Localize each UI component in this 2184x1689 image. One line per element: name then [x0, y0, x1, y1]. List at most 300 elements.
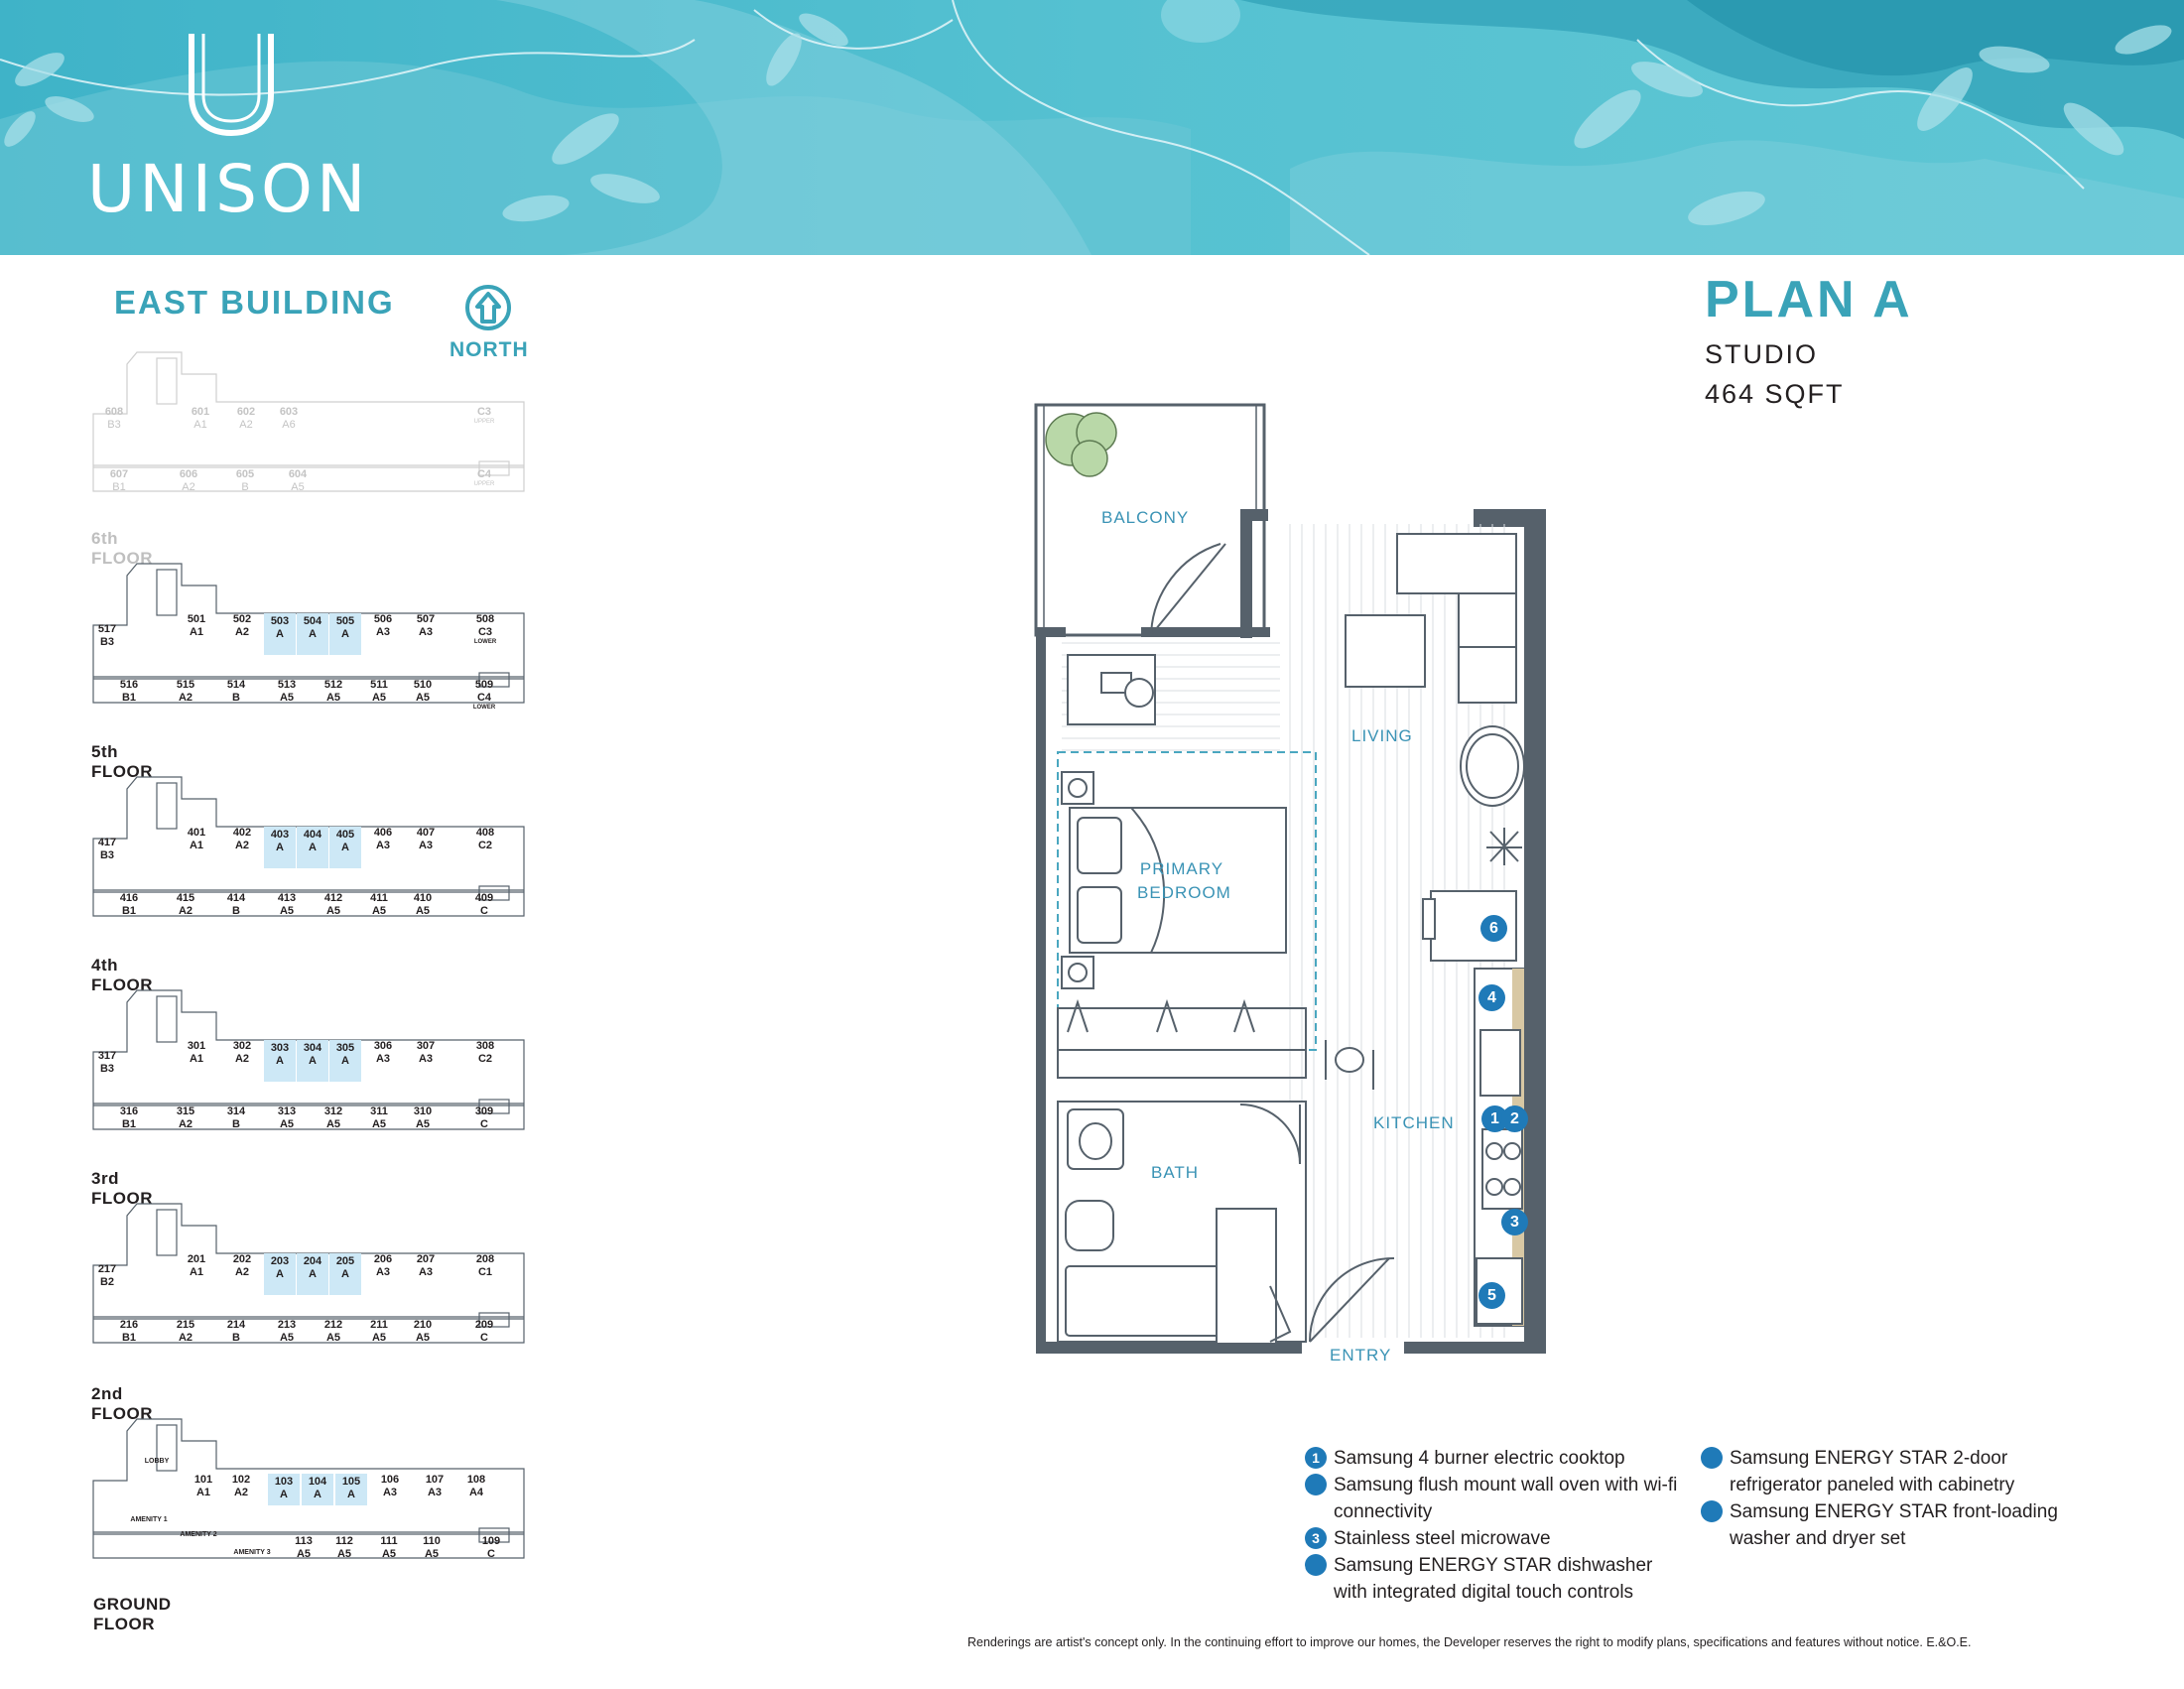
keyplan-unit-type: A5	[296, 1548, 312, 1560]
plan-type: STUDIO	[1705, 339, 1819, 369]
keyplan-unit-type: A2	[233, 1487, 249, 1498]
plan-title: PLAN A	[1705, 271, 1913, 328]
keyplan-unit	[329, 613, 361, 655]
keyplan-unit-number: 503	[270, 615, 290, 627]
keyplan-unit	[446, 679, 523, 718]
keyplan-unit	[94, 468, 144, 498]
keyplan-unit-type: C	[487, 1548, 495, 1560]
keyplan-unit	[297, 827, 328, 868]
keyplan-unit	[222, 1546, 282, 1576]
keyplan-unit	[208, 1319, 264, 1359]
keyplan-unit-type: A1	[195, 1487, 211, 1498]
feature-text: Samsung ENERGY STAR front-loading washer and dryer set	[1730, 1501, 2058, 1549]
feature-text: Samsung ENERGY STAR dishwasher with integrated digital touch controls	[1334, 1555, 1653, 1603]
keyplan-unit-type: B	[232, 1332, 240, 1344]
room-label-kitchen: KITCHEN	[1373, 1113, 1455, 1132]
keyplan-unit-number: 307	[416, 1040, 436, 1052]
keyplan-unit-type: C3	[477, 626, 493, 638]
keyplan-unit-type: A2	[239, 419, 253, 431]
keyplan-unit-number: 305	[335, 1042, 355, 1054]
keyplan-unit	[406, 827, 446, 866]
keyplan-unit	[358, 892, 400, 932]
keyplan-unit-number: 608	[104, 406, 124, 418]
keyplan-unit-type: A1	[189, 840, 204, 851]
keyplan-unit-number: 511	[370, 679, 388, 691]
keyplan-unit	[87, 837, 127, 876]
keyplan-unit-type: A	[341, 842, 349, 853]
keyplan-unit-type: C	[480, 905, 488, 917]
keyplan-unit	[358, 1105, 400, 1145]
keyplan-unit-number: 201	[187, 1253, 206, 1265]
keyplan-unit	[311, 892, 356, 932]
keyplan-unit-type: B	[232, 1118, 240, 1130]
feature-item-2	[1297, 1472, 1687, 1525]
keyplan-unit-number: 211	[370, 1319, 388, 1331]
keyplan-unit	[402, 679, 444, 718]
keyplan-unit-type: B1	[121, 1118, 137, 1130]
keyplan-unit-number: 107	[425, 1474, 445, 1486]
feature-number-badge: 2	[1305, 1474, 1327, 1495]
keyplan-unit-type: A1	[189, 1266, 204, 1278]
keyplan-unit-number: 405	[335, 829, 355, 841]
keyplan-unit	[358, 1319, 400, 1359]
feature-item-4	[1297, 1552, 1687, 1606]
keyplan-unit	[220, 468, 270, 498]
keyplan-unit	[165, 679, 206, 718]
keyplan-unit-type: A1	[193, 419, 207, 431]
keyplan-unit-number: 417	[97, 837, 117, 848]
keyplan-unit	[402, 1319, 444, 1359]
keyplan-unit	[165, 1105, 206, 1145]
feature-text: Samsung 4 burner electric cooktop	[1334, 1448, 1625, 1469]
feature-number-badge: 5	[1701, 1447, 1723, 1469]
keyplan-unit	[169, 1528, 228, 1558]
keyplan-unit-number: 102	[231, 1474, 251, 1486]
keyplan-unit	[362, 1253, 404, 1293]
keyplan-unit-type: A5	[415, 1332, 431, 1344]
keyplan-unit-number: 205	[335, 1255, 355, 1267]
keyplan-unit-type: A6	[282, 419, 296, 431]
keyplan-unit-number: C3	[476, 406, 492, 418]
keyplan-unit-type: A	[309, 1268, 317, 1280]
keyplan-unit-number: 501	[187, 613, 206, 625]
keyplan-unit	[448, 1040, 523, 1080]
keyplan-unit-number: C4	[476, 468, 492, 480]
keyplan-unit	[335, 1474, 367, 1505]
keyplan-unit-type: C2	[477, 1053, 493, 1065]
keyplan-unit-number: 314	[226, 1105, 246, 1117]
keyplan-unit-number: LOBBY	[144, 1458, 170, 1465]
keyplan-unit-number: 308	[475, 1040, 495, 1052]
keyplan-floor-label: 5th FLOOR	[91, 742, 153, 781]
keyplan-unit-number: 512	[323, 679, 343, 691]
keyplan-unit	[222, 1040, 262, 1080]
keyplan-unit-number: 309	[474, 1105, 494, 1117]
keyplan-unit-type: A5	[415, 1118, 431, 1130]
keyplan-unit-type: B1	[121, 692, 137, 704]
keyplan-unit-number: 111	[380, 1535, 398, 1547]
keyplan-unit-number: 406	[373, 827, 393, 839]
room-label-bedroom: PRIMARY BEDROOM	[1137, 859, 1231, 902]
keyplan-unit-number: 313	[277, 1105, 297, 1117]
keyplan-unit-type: B	[232, 905, 240, 917]
keyplan-unit-type: A2	[234, 1053, 250, 1065]
keyplan-unit-type: C	[480, 1118, 488, 1130]
keyplan-unit	[402, 892, 444, 932]
keyplan-unit-note: LOWER	[473, 639, 497, 645]
keyplan-unit	[448, 613, 523, 653]
keyplan-unit	[464, 468, 504, 498]
keyplan-unit-type: A3	[375, 1053, 391, 1065]
keyplan-unit-number: 404	[303, 829, 322, 841]
keyplan-unit-number: 206	[373, 1253, 393, 1265]
keyplan-unit-type: A5	[424, 1548, 440, 1560]
keyplan-unit-number: 315	[176, 1105, 195, 1117]
keyplan-unit-type: A	[341, 1055, 349, 1067]
keyplan-unit-type: A2	[178, 905, 193, 917]
keyplan-unit-type: B3	[99, 849, 115, 861]
keyplan-unit-number: 510	[413, 679, 433, 691]
keyplan-unit	[223, 406, 269, 436]
keyplan-unit-number: 607	[109, 468, 129, 480]
keyplan-unit-number: 508	[475, 613, 495, 625]
feature-number-badge: 6	[1701, 1500, 1723, 1522]
keyplan-unit-number: 517	[97, 623, 117, 635]
keyplan-unit-number: 506	[373, 613, 393, 625]
keyplan-unit	[177, 1040, 216, 1080]
keyplan-unit-number: 202	[232, 1253, 252, 1265]
keyplan-unit	[165, 1319, 206, 1359]
keyplan-unit	[448, 827, 523, 866]
keyplan-unit-number: 504	[303, 615, 322, 627]
keyplan-unit-type: A	[347, 1489, 355, 1500]
keyplan-unit-type: A	[280, 1489, 288, 1500]
room-label-entry: ENTRY	[1330, 1346, 1392, 1364]
keyplan-unit-number: 301	[187, 1040, 206, 1052]
keyplan-unit-number: 409	[474, 892, 494, 904]
keyplan-unit-number: 514	[226, 679, 246, 691]
keyplan-unit	[446, 1319, 523, 1359]
keyplan-unit-type: B2	[99, 1276, 115, 1288]
keyplan-unit-number: 412	[323, 892, 343, 904]
keyplan-unit-type: A2	[234, 1266, 250, 1278]
keyplan-unit-number: AMENITY 3	[233, 1549, 271, 1556]
keyplan-unit-type: A	[314, 1489, 321, 1500]
keyplan-unit-type: A3	[418, 1266, 434, 1278]
keyplan-unit	[446, 1105, 523, 1145]
keyplan-unit	[179, 406, 222, 436]
keyplan-unit-type: A5	[325, 1118, 341, 1130]
keyplan-unit-type: A3	[418, 1053, 434, 1065]
keyplan-unit	[402, 1105, 444, 1145]
keyplan-unit-number: 207	[416, 1253, 436, 1265]
keyplan-unit-type: C4	[476, 692, 492, 704]
keyplan-unit	[297, 613, 328, 655]
unison-logo-mark	[184, 34, 279, 137]
keyplan-unit	[370, 1474, 410, 1503]
keyplan-unit-number: 603	[279, 406, 299, 418]
keyplan-unit-number: 104	[308, 1476, 327, 1488]
keyplan-unit-type: B3	[99, 636, 115, 648]
keyplan-unit-number: 216	[119, 1319, 139, 1331]
keyplan-unit	[406, 1253, 446, 1293]
keyplan-unit-number: 407	[416, 827, 436, 839]
keyplan-unit	[266, 406, 312, 436]
keyplan-unit-type: A5	[279, 1332, 295, 1344]
keyplan-unit	[448, 1253, 523, 1293]
keyplan-unit-type: A5	[325, 692, 341, 704]
keyplan-unit-number: AMENITY 2	[180, 1531, 217, 1538]
feature-text: Samsung ENERGY STAR 2-door refrigerator paneled with cabinetry	[1730, 1448, 2015, 1495]
keyplan-unit-type: A2	[234, 626, 250, 638]
keyplan-unit	[208, 679, 264, 718]
keyplan-unit	[222, 613, 262, 653]
keyplan-unit	[94, 406, 134, 436]
keyplan-unit	[87, 1263, 127, 1303]
keyplan-unit-type: B3	[99, 1063, 115, 1075]
plan-marker-6: 6	[1480, 915, 1507, 942]
keyplan-unit-number: 203	[270, 1255, 290, 1267]
keyplan-unit-number: 416	[119, 892, 139, 904]
plan-marker-4: 4	[1478, 984, 1505, 1011]
keyplan-unit	[94, 892, 164, 932]
feature-item-6	[1693, 1498, 2098, 1552]
keyplan-unit	[264, 613, 296, 655]
keyplan-unit-number: 410	[413, 892, 433, 904]
keyplan-unit-type: A2	[178, 692, 193, 704]
keyplan-unit-number: 414	[226, 892, 246, 904]
keyplan-unit-number: 105	[341, 1476, 361, 1488]
keyplan-floor-label: 4th FLOOR	[91, 956, 153, 994]
keyplan-unit	[415, 1474, 454, 1503]
keyplan-unit-type: A3	[427, 1487, 443, 1498]
keyplan-unit	[297, 1040, 328, 1082]
keyplan-unit	[222, 827, 262, 866]
keyplan-unit-number: 113	[295, 1535, 313, 1547]
keyplan-unit	[268, 1474, 300, 1505]
keyplan-unit-type: UPPER	[473, 481, 495, 487]
keyplan-unit	[94, 679, 164, 718]
keyplan-unit-number: 213	[277, 1319, 297, 1331]
keyplan-unit-type: A5	[371, 692, 387, 704]
keyplan-unit-type: A2	[178, 1118, 193, 1130]
keyplan-unit-type: A	[309, 842, 317, 853]
keyplan-unit-type: B	[241, 481, 249, 493]
keyplan-unit	[311, 1319, 356, 1359]
keyplan-unit-type: B3	[107, 419, 121, 431]
keyplan-unit	[224, 1474, 258, 1503]
keyplan-unit	[302, 1474, 333, 1505]
keyplan-unit-number: 310	[413, 1105, 433, 1117]
keyplan-unit-number: 304	[303, 1042, 322, 1054]
feature-number-badge: 4	[1305, 1554, 1327, 1576]
feature-item-5	[1693, 1445, 2098, 1498]
keyplan-unit-number: 415	[176, 892, 195, 904]
keyplan-unit-type: C2	[477, 840, 493, 851]
keyplan-unit	[164, 468, 213, 498]
keyplan-unit-number: 402	[232, 827, 252, 839]
keyplan-unit-type: B1	[121, 1332, 137, 1344]
features-column-1	[1297, 1445, 1687, 1606]
keyplan-unit-number: 106	[380, 1474, 400, 1486]
keyplan-unit-number: 401	[187, 827, 206, 839]
keyplan-unit-number: 317	[97, 1050, 117, 1062]
features-column-2	[1693, 1445, 2098, 1552]
keyplan-unit-number: 103	[274, 1476, 294, 1488]
feature-number-badge: 1	[1305, 1447, 1327, 1469]
keyplan-unit-number: 108	[466, 1474, 486, 1486]
room-label-balcony: BALCONY	[1101, 508, 1190, 527]
keyplan-unit	[177, 1253, 216, 1293]
keyplan-unit-type: A3	[418, 626, 434, 638]
keyplan-unit-type: A2	[182, 481, 195, 493]
keyplan-unit-number: 214	[226, 1319, 246, 1331]
building-title: EAST BUILDING	[114, 284, 395, 321]
keyplan-unit-type: A	[309, 1055, 317, 1067]
keyplan-unit	[266, 1105, 308, 1145]
keyplan-unit	[329, 1253, 361, 1295]
keyplan-unit-type: A3	[382, 1487, 398, 1498]
keyplan-unit-type: A5	[415, 692, 431, 704]
keyplan-unit-number: 606	[179, 468, 198, 480]
north-arrow-icon	[464, 284, 512, 331]
keyplan-unit-type: A	[309, 628, 317, 640]
keyplan-unit-number: 312	[323, 1105, 343, 1117]
keyplan-unit-number: 507	[416, 613, 436, 625]
keyplan-unit-number: 403	[270, 829, 290, 841]
feature-number-badge: 3	[1305, 1527, 1327, 1549]
keyplan-unit-number: 602	[236, 406, 256, 418]
feature-text: Samsung flush mount wall oven with wi-fi connectivity	[1334, 1475, 1678, 1522]
keyplan-unit-number: 101	[193, 1474, 213, 1486]
keyplan-unit	[177, 613, 216, 653]
keyplan-unit-number: 215	[176, 1319, 195, 1331]
keyplan-unit-type: C1	[477, 1266, 493, 1278]
keyplan-unit	[368, 1535, 410, 1565]
keyplan-unit	[446, 892, 523, 932]
keyplan-unit	[87, 623, 127, 663]
keyplan-unit	[264, 827, 296, 868]
keyplan-unit-number: 110	[423, 1535, 441, 1547]
keyplan-unit-type: A5	[279, 692, 295, 704]
keyplan-unit-type: A5	[371, 1332, 387, 1344]
keyplan-unit-number: 109	[481, 1535, 501, 1547]
keyplan-unit-type: A	[276, 628, 284, 640]
keyplan-unit	[87, 1050, 127, 1090]
keyplan-unit	[362, 1040, 404, 1080]
keyplan-unit-type: A	[276, 1268, 284, 1280]
north-label: NORTH	[450, 338, 529, 361]
keyplan-unit	[208, 1105, 264, 1145]
keyplan-floor-label: 2nd FLOOR	[91, 1384, 153, 1423]
feature-item-1	[1305, 1445, 1687, 1472]
keyplan-unit-type: A3	[375, 1266, 391, 1278]
keyplan-unit	[464, 406, 504, 436]
keyplan-unit	[323, 1535, 365, 1565]
keyplan-unit-type: A3	[375, 626, 391, 638]
feature-item-3	[1305, 1525, 1687, 1552]
brand-name: UNISON	[87, 151, 370, 227]
keyplan-unit-type: A5	[325, 1332, 341, 1344]
feature-text: Stainless steel microwave	[1334, 1528, 1551, 1549]
keyplan-unit	[311, 1105, 356, 1145]
room-label-living: LIVING	[1351, 726, 1413, 745]
plan-marker-1: 1	[1481, 1105, 1508, 1132]
keyplan-unit-number: 302	[232, 1040, 252, 1052]
keyplan-unit-number: AMENITY 1	[130, 1516, 168, 1523]
keyplan-unit-number: 604	[288, 468, 308, 480]
plan-marker-5: 5	[1478, 1282, 1505, 1309]
keyplan-unit-number: 204	[303, 1255, 322, 1267]
keyplan-unit-type: B	[232, 692, 240, 704]
keyplan-unit-type: A5	[336, 1548, 352, 1560]
keyplan-unit-number: 513	[277, 679, 297, 691]
keyplan-unit-number: 502	[232, 613, 252, 625]
keyplan-unit	[165, 892, 206, 932]
keyplan-unit	[411, 1535, 452, 1565]
keyplan-unit	[222, 1253, 262, 1293]
keyplan-unit-type: A3	[375, 840, 391, 851]
keyplan-unit-type: A1	[189, 626, 204, 638]
floor-plan-drawing	[1022, 395, 1558, 1387]
keyplan-unit-number: 303	[270, 1042, 290, 1054]
keyplan-unit	[266, 679, 308, 718]
keyplan-unit	[94, 1105, 164, 1145]
keyplan-unit	[264, 1040, 296, 1082]
keyplan-unit	[94, 1319, 164, 1359]
keyplan-unit-number: 601	[191, 406, 210, 418]
keyplan-unit-type: B1	[112, 481, 126, 493]
keyplan-unit	[329, 827, 361, 868]
keyplan-unit	[266, 892, 308, 932]
keyplan-unit-type: A5	[371, 1118, 387, 1130]
plan-marker-2: 2	[1501, 1105, 1528, 1132]
keyplan-unit-type: A	[276, 842, 284, 853]
keyplan-unit-number: 209	[474, 1319, 494, 1331]
keyplan-unit-number: 516	[119, 679, 139, 691]
keyplan-unit	[266, 1319, 308, 1359]
keyplan-unit-type: A5	[279, 905, 295, 917]
keyplan-unit-type: A5	[381, 1548, 397, 1560]
keyplan-unit	[329, 1040, 361, 1082]
keyplan-unit-type: A2	[234, 840, 250, 851]
keyplan-unit-type: C	[480, 1332, 488, 1344]
keyplan-unit-type: A5	[325, 905, 341, 917]
keyplan-unit-type: A	[341, 628, 349, 640]
keyplan-unit-type: A5	[279, 1118, 295, 1130]
plan-marker-3: 3	[1501, 1209, 1528, 1235]
keyplan-unit-number: 509	[474, 679, 494, 691]
keyplan-unit	[264, 1253, 296, 1295]
keyplan-floor-label: GROUND FLOOR	[93, 1595, 172, 1633]
keyplan-unit-number: 605	[235, 468, 255, 480]
keyplan-unit-type: A5	[371, 905, 387, 917]
keyplan-unit-number: 112	[335, 1535, 353, 1547]
keyplan-unit-type: UPPER	[473, 419, 495, 425]
keyplan-unit-type: A3	[418, 840, 434, 851]
keyplan-unit	[297, 1253, 328, 1295]
keyplan-unit	[358, 679, 400, 718]
keyplan-unit-number: 210	[413, 1319, 433, 1331]
keyplan-unit-type: B1	[121, 905, 137, 917]
keyplan-unit-type: A5	[415, 905, 431, 917]
keyplan-unit-number: 208	[475, 1253, 495, 1265]
keyplan-unit-number: 316	[119, 1105, 139, 1117]
keyplan-unit-note: LOWER	[472, 705, 496, 711]
keyplan-unit-number: 217	[97, 1263, 117, 1275]
disclaimer: Renderings are artist's concept only. In the continuing effort to improve our homes, the Developer reserves the right to modify plans, specifications and features without notice. E.&O.E.	[967, 1635, 1972, 1649]
keyplan-unit-number: 212	[323, 1319, 343, 1331]
